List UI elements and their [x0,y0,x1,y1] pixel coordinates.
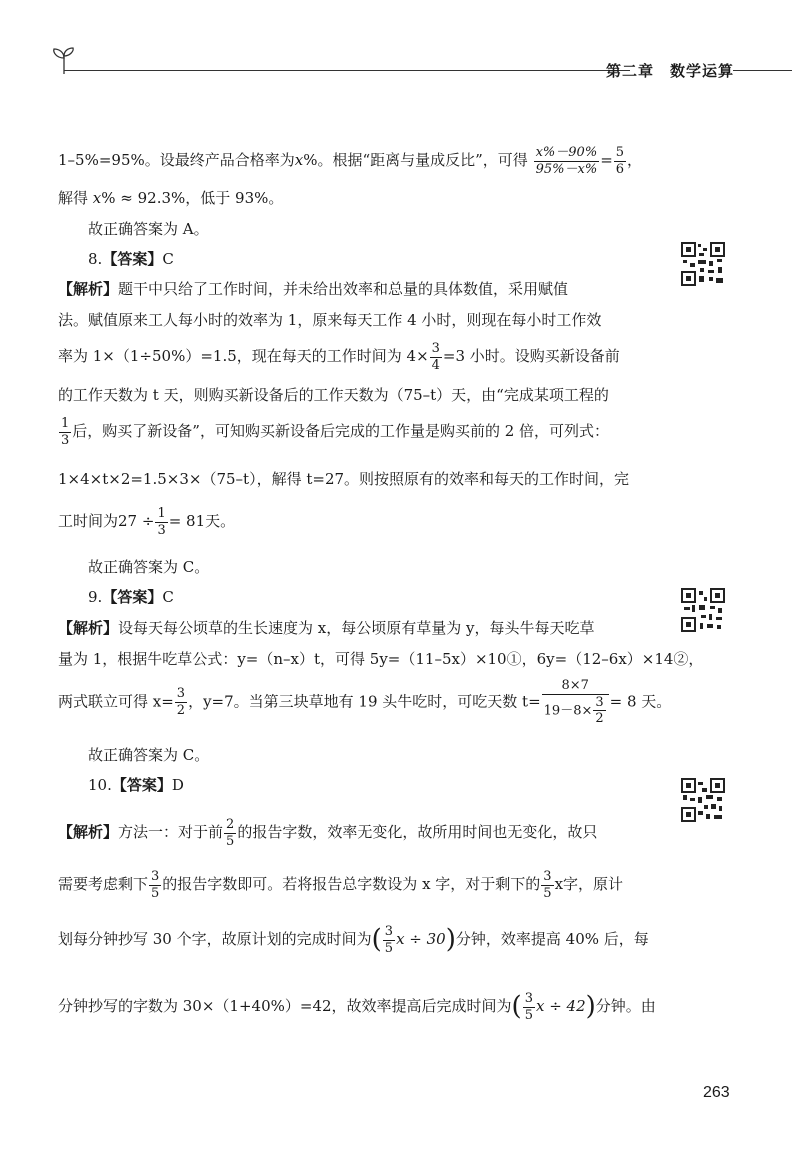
fraction [523,991,535,1023]
equals: = [600,151,613,170]
numerator: 1 [61,416,70,431]
fraction [542,678,609,727]
text: =3 小时。设购买新设备前 [442,347,620,366]
text-line-5 [58,280,568,298]
denominator: 5 [543,885,552,901]
expression: x ÷ 30 [396,930,446,949]
denominator: 2 [595,711,604,727]
numerator: 3 [543,869,552,884]
denominator-text: 19－8× [543,703,593,719]
text-line-1 [58,145,642,177]
analysis-label: 【解析】 [58,823,119,842]
question-number: 9. [88,588,103,606]
text-line-19 [58,817,597,849]
text: 两式联立可得 x= [58,692,174,711]
text: 方法一：对于前 [118,823,224,842]
text: 解得 [58,189,89,207]
text: = 81天。 [168,512,236,531]
text: %。根据“距离与量成反比”，可得 [303,151,528,170]
fraction [224,817,236,849]
text-line-10: 1×4×t×2=1.5×3×（75–t），解得 t=27。则按照原有的效率和每天的工作时间，完 [58,470,630,488]
numerator: 3 [524,991,533,1006]
analysis-label: 【解析】 [58,619,119,637]
header-rule-right [733,70,792,71]
text: 设每天每公顷草的生长速度为 x，每公顷原有草量为 y，每头牛每天吃草 [118,619,595,637]
denominator: 3 [61,432,70,448]
text: % ≈ 92.3%，低于 93%。 [101,189,284,207]
text: 1–5%=95%。设最终产品合格率为 [58,151,295,170]
text-line-22 [58,991,656,1023]
denominator: 2 [176,702,186,718]
question-8-answer [88,250,174,268]
fraction [175,686,187,718]
numerator: 3 [431,341,440,356]
paren-close: ) [445,924,456,955]
denominator: 4 [431,357,440,373]
question-9-answer [88,588,174,606]
text-line-14 [58,619,595,637]
sprout-icon [50,46,80,76]
qr-code-icon[interactable] [680,587,726,633]
numerator: 8×7 [542,678,609,695]
text: 分钟，效率提高 40% 后，每 [455,930,649,949]
text-line-20 [58,869,623,901]
question-number: 8. [88,250,103,268]
numerator: 5 [615,145,625,160]
text-line-7 [58,341,620,373]
question-number: 10. [88,776,112,794]
analysis-label: 【解析】 [58,280,119,298]
numerator: 2 [226,817,235,832]
page-header [40,44,792,84]
denominator [542,695,609,727]
text: 工时间为27 ÷ [58,512,155,531]
page-number: 263 [703,1084,730,1101]
answer-value: D [171,776,184,794]
denominator: 5 [524,1007,533,1023]
text: 的报告字数即可。若将报告总字数设为 x 字，对于剩下的 [162,875,541,894]
fraction [534,145,600,177]
text: x字，原计 [554,875,624,894]
text-line-2 [58,189,283,207]
numerator: 1 [157,506,166,521]
text: 分钟。由 [595,997,656,1016]
text: = 8 天。 [609,692,672,711]
text-line-9 [58,416,609,448]
text: 后，购买了新设备”，可知购买新设备后完成的工作量是购买前的 2 倍，可列式： [72,422,610,441]
variable: x [92,189,102,207]
text-line-6: 法。赋值原来工人每小时的效率为 1，原来每天工作 4 小时，则现在每小时工作效 [58,311,602,329]
header-rule-left [64,70,630,71]
qr-code-icon[interactable] [680,777,726,823]
text: 需要考虑剩下 [58,875,149,894]
paren-close: ) [585,991,596,1022]
fraction [383,924,395,956]
denominator: 3 [157,522,166,538]
answer-line: 故正确答案为 C。 [88,746,210,764]
fraction [430,341,442,373]
text: ， [627,151,643,170]
numerator: 3 [384,924,394,939]
text: 的报告字数，效率无变化，故所用时间也无变化，故只 [237,823,598,842]
text: 题干中只给了工作时间，并未给出效率和总量的具体数值，采用赋值 [118,280,569,298]
paren-open: ( [371,924,382,955]
numerator: 3 [595,694,604,710]
qr-code-icon[interactable] [680,241,726,287]
denominator: 5 [151,885,160,901]
fraction [59,416,71,448]
text-line-15: 量为 1，根据牛吃草公式：y=（n–x）t，可得 5y=（11–5x）×10①，6y=（12–6x）×14②， [58,650,704,668]
answer-line: 故正确答案为 A。 [88,220,209,238]
numerator: x%－90% [535,145,598,160]
text: 率为 1×（1÷50%）=1.5，现在每天的工作时间为 4× [58,347,429,366]
fraction [149,869,161,901]
text-line-21 [58,924,649,956]
numerator: 3 [151,869,160,884]
denominator: 6 [615,161,625,177]
denominator: 5 [384,940,394,956]
answer-label: 【答案】 [102,250,163,268]
denominator: 95%－x% [535,161,598,177]
answer-label: 【答案】 [111,776,172,794]
text-line-16 [58,678,671,727]
fraction [155,506,167,538]
fraction [541,869,553,901]
text-line-11 [58,506,235,538]
text: 划每分钟抄写 30 个字，故原计划的完成时间为 [58,930,372,949]
fraction [593,695,605,727]
answer-value: C [162,250,174,268]
text-line-8: 的工作天数为 t 天，则购买新设备后的工作天数为（75–t）天，由“完成某项工程的 [58,386,609,404]
text: 分钟抄写的字数为 30×（1+40%）=42，故效率提高后完成时间为 [58,997,512,1016]
paren-open: ( [511,991,522,1022]
question-10-answer [88,776,184,794]
fraction [614,145,626,177]
answer-line: 故正确答案为 C。 [88,558,210,576]
answer-label: 【答案】 [102,588,163,606]
denominator: 5 [226,833,235,849]
answer-value: C [162,588,174,606]
text: ，y=7。当第三块草地有 19 头牛吃时，可吃天数 t= [188,692,541,711]
numerator: 3 [176,686,186,702]
variable: x [294,151,304,170]
expression: x ÷ 42 [535,997,586,1016]
chapter-title: 第二章 数学运算 [605,62,734,80]
